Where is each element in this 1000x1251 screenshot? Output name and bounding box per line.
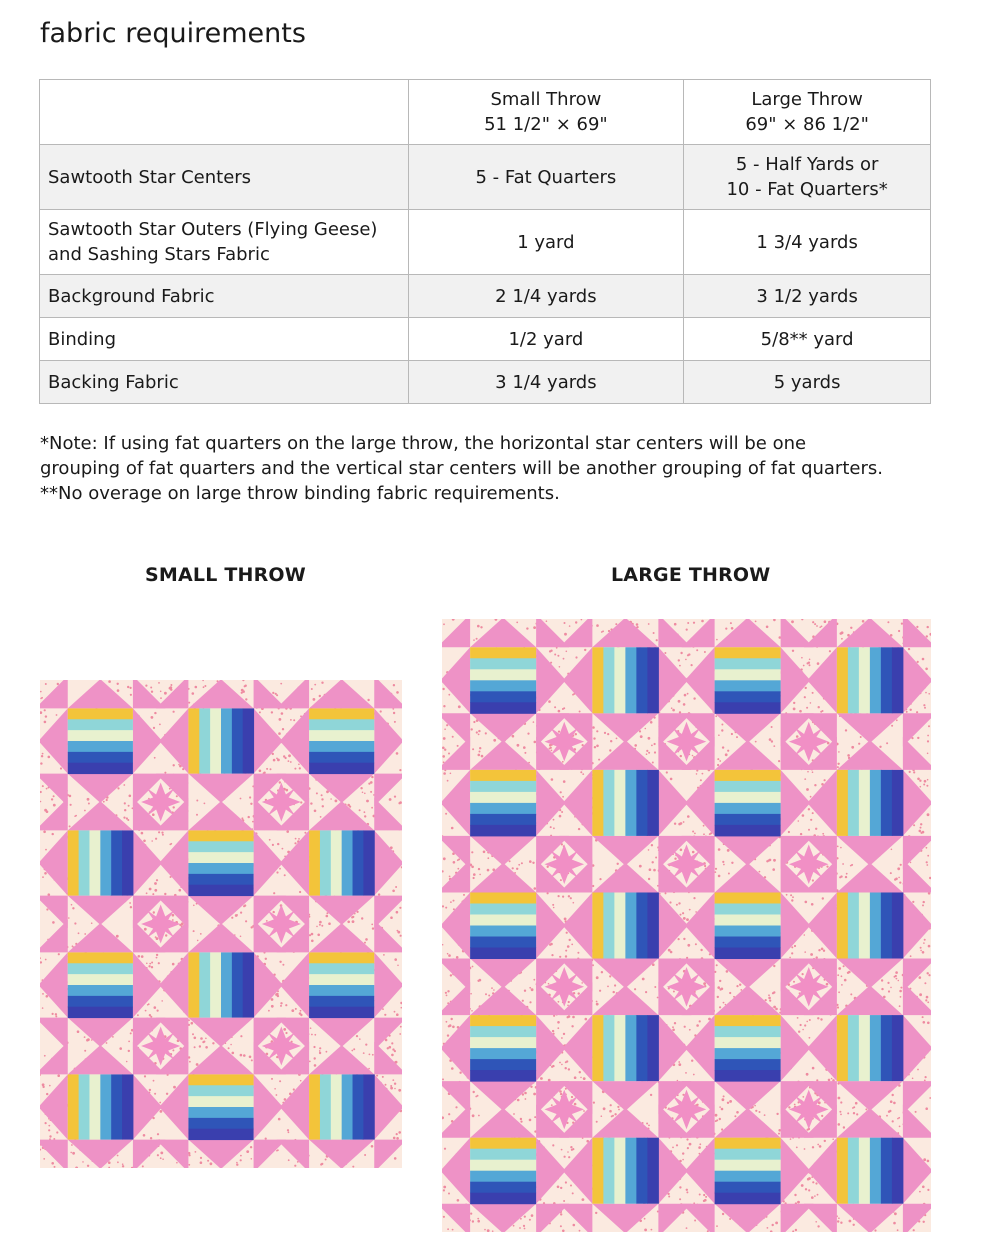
center-stripe [470, 948, 536, 960]
center-stripe [111, 1074, 122, 1139]
center-stripe [715, 1059, 781, 1071]
sashing-star [262, 782, 301, 821]
row-label [40, 275, 409, 318]
sawtooth-star-block [156, 920, 286, 1050]
center-stripe [881, 1138, 893, 1204]
center-stripe [470, 1182, 536, 1194]
center-stripe [470, 1059, 536, 1071]
center-stripe [353, 1074, 364, 1139]
center-stripe [881, 892, 893, 958]
sawtooth-star-block [559, 982, 691, 1114]
table-row [40, 361, 931, 404]
center-stripe [188, 1129, 253, 1140]
center-stripe [188, 885, 253, 896]
center-stripe [100, 830, 111, 895]
center-stripe [870, 1015, 882, 1081]
center-stripe [859, 892, 871, 958]
center-stripe [603, 1015, 615, 1081]
center-stripe [68, 963, 133, 974]
center-stripe [592, 1015, 604, 1081]
center-stripe [647, 1015, 659, 1081]
center-stripe [342, 1074, 353, 1139]
center-stripe [647, 647, 659, 713]
center-stripe [870, 647, 882, 713]
sawtooth-star-block [442, 737, 569, 869]
sashing-star [667, 967, 707, 1007]
sawtooth-star-block [40, 1042, 165, 1168]
center-stripe [837, 647, 849, 713]
header-large-throw [684, 80, 931, 145]
center-stripe [122, 1074, 133, 1139]
center-stripe [79, 1074, 90, 1139]
center-stripe [647, 770, 659, 836]
center-stripe [625, 647, 637, 713]
center-stripe [470, 781, 536, 793]
center-stripe [647, 1138, 659, 1204]
center-stripe [603, 1138, 615, 1204]
center-stripe [715, 1182, 781, 1194]
header-small-size: 51 1/2" × 69" [484, 114, 608, 135]
center-stripe [603, 892, 615, 958]
sashing-star [544, 1090, 584, 1130]
sawtooth-star-block [277, 798, 402, 928]
center-stripe [625, 892, 637, 958]
center-stripe [715, 903, 781, 915]
center-stripe [715, 1026, 781, 1038]
large-value-text: 3 1/2 yards [756, 285, 858, 307]
center-stripe [470, 1171, 536, 1183]
center-stripe [715, 1048, 781, 1060]
center-stripe [470, 1138, 536, 1150]
center-stripe [715, 680, 781, 692]
center-stripe [122, 830, 133, 895]
center-stripe [715, 1149, 781, 1161]
center-stripe [363, 830, 374, 895]
sashing-star [789, 967, 829, 1007]
sashing-star [141, 904, 180, 943]
large-value [684, 318, 931, 361]
sawtooth-star-block [277, 1042, 402, 1168]
large-value [684, 210, 931, 275]
table-row [40, 318, 931, 361]
header-large-size: 69" × 86 1/2" [745, 114, 869, 135]
center-stripe [232, 708, 243, 773]
sashing-star [141, 1026, 180, 1065]
center-stripe [470, 1149, 536, 1161]
center-stripe [470, 647, 536, 659]
center-stripe [309, 952, 374, 963]
center-stripe [470, 803, 536, 815]
small-value [408, 318, 684, 361]
sawtooth-star-block [559, 1105, 691, 1232]
sawtooth-star-block [804, 859, 931, 991]
center-stripe [892, 647, 904, 713]
small-value [408, 145, 684, 210]
center-stripe [715, 702, 781, 714]
center-stripe [848, 770, 860, 836]
center-stripe [848, 1138, 860, 1204]
center-stripe [715, 948, 781, 960]
row-label-text: Sawtooth Star Centers [48, 166, 252, 188]
center-stripe [309, 963, 374, 974]
small-value [408, 361, 684, 404]
center-stripe [111, 830, 122, 895]
center-stripe [309, 1074, 320, 1139]
center-stripe [715, 1037, 781, 1049]
center-stripe [715, 658, 781, 670]
center-stripe [715, 937, 781, 949]
sawtooth-star-block [804, 619, 931, 746]
center-stripe [892, 1138, 904, 1204]
large-value [684, 275, 931, 318]
sashing-star [789, 1090, 829, 1130]
large-value-text: 5 - Half Yards or [735, 154, 879, 175]
sawtooth-star-block [442, 859, 569, 991]
small-throw-label: SMALL THROW [145, 564, 306, 586]
large-value-text-2: 10 - Fat Quarters* [726, 179, 888, 200]
center-stripe [470, 1015, 536, 1027]
small-value-text: 5 - Fat Quarters [475, 166, 617, 188]
center-stripe [470, 1193, 536, 1205]
center-stripe [309, 974, 374, 985]
table-row [40, 275, 931, 318]
row-label [40, 361, 409, 404]
sashing-star [544, 967, 584, 1007]
center-stripe [870, 892, 882, 958]
center-stripe [188, 874, 253, 885]
center-stripe [68, 730, 133, 741]
row-label-text: Backing Fabric [48, 371, 179, 393]
center-stripe [715, 691, 781, 703]
sawtooth-star-block [156, 798, 286, 928]
sawtooth-star-block [559, 619, 691, 746]
center-stripe [68, 719, 133, 730]
center-stripe [715, 1070, 781, 1082]
header-large-name: Large Throw [751, 89, 863, 110]
center-stripe [470, 892, 536, 904]
center-stripe [199, 708, 210, 773]
fabric-requirements-table [39, 79, 931, 404]
center-stripe [188, 852, 253, 863]
center-stripe [309, 752, 374, 763]
sawtooth-star-block [442, 982, 569, 1114]
table-row [40, 210, 931, 275]
center-stripe [614, 1138, 626, 1204]
center-stripe [470, 1160, 536, 1172]
center-stripe [470, 680, 536, 692]
center-stripe [470, 1037, 536, 1049]
center-stripe [100, 1074, 111, 1139]
header-small-name: Small Throw [490, 89, 602, 110]
center-stripe [68, 985, 133, 996]
large-value [684, 145, 931, 210]
center-stripe [221, 708, 232, 773]
center-stripe [715, 892, 781, 904]
center-stripe [592, 770, 604, 836]
center-stripe [309, 830, 320, 895]
center-stripe [68, 974, 133, 985]
center-stripe [881, 647, 893, 713]
center-stripe [188, 1118, 253, 1129]
center-stripe [470, 691, 536, 703]
center-stripe [881, 1015, 893, 1081]
center-stripe [199, 952, 210, 1017]
small-value [408, 210, 684, 275]
center-stripe [188, 708, 199, 773]
center-stripe [636, 892, 648, 958]
center-stripe [68, 952, 133, 963]
small-value-text: 2 1/4 yards [495, 285, 597, 307]
sawtooth-star-block [277, 680, 402, 806]
center-stripe [837, 892, 849, 958]
center-stripe [243, 708, 254, 773]
sashing-star [262, 1026, 301, 1065]
center-stripe [210, 952, 221, 1017]
header-small-throw [408, 80, 684, 145]
small-value-text: 1/2 yard [508, 328, 584, 350]
center-stripe [243, 952, 254, 1017]
sawtooth-star-block [442, 619, 569, 746]
center-stripe [715, 814, 781, 826]
center-stripe [68, 741, 133, 752]
sawtooth-star-block [277, 920, 402, 1050]
center-stripe [614, 1015, 626, 1081]
center-stripe [188, 841, 253, 852]
large-throw-quilt-image [442, 619, 931, 1232]
center-stripe [89, 830, 100, 895]
center-stripe [592, 1138, 604, 1204]
center-stripe [68, 752, 133, 763]
center-stripe [309, 730, 374, 741]
row-label-text-2: and Sashing Stars Fabric [48, 244, 270, 265]
center-stripe [188, 863, 253, 874]
center-stripe [470, 825, 536, 837]
center-stripe [892, 770, 904, 836]
center-stripe [68, 830, 79, 895]
center-stripe [470, 770, 536, 782]
center-stripe [848, 1015, 860, 1081]
center-stripe [625, 770, 637, 836]
sashing-star [789, 722, 829, 762]
sawtooth-star-block [40, 920, 165, 1050]
center-stripe [715, 825, 781, 837]
center-stripe [309, 985, 374, 996]
sawtooth-star-block [682, 619, 814, 746]
center-stripe [837, 1015, 849, 1081]
center-stripe [470, 702, 536, 714]
sawtooth-star-block [156, 1042, 286, 1168]
sawtooth-star-block [559, 859, 691, 991]
footnote-line: grouping of fat quarters and the vertical star centers will be another grouping of fat quarters. [40, 458, 883, 479]
center-stripe [859, 770, 871, 836]
sashing-star [544, 722, 584, 762]
center-stripe [881, 770, 893, 836]
center-stripe [614, 770, 626, 836]
center-stripe [79, 830, 90, 895]
center-stripe [353, 830, 364, 895]
center-stripe [320, 1074, 331, 1139]
sawtooth-star-block [682, 1105, 814, 1232]
header-cell-empty [40, 80, 409, 145]
small-value [408, 275, 684, 318]
center-stripe [68, 1007, 133, 1018]
center-stripe [614, 892, 626, 958]
sashing-star [667, 844, 707, 884]
center-stripe [188, 1096, 253, 1107]
center-stripe [715, 1015, 781, 1027]
small-value-text: 1 yard [517, 231, 575, 253]
sawtooth-star-block [156, 680, 286, 806]
sawtooth-star-block [804, 737, 931, 869]
center-stripe [715, 914, 781, 926]
center-stripe [232, 952, 243, 1017]
center-stripe [592, 647, 604, 713]
center-stripe [715, 1138, 781, 1150]
center-stripe [470, 669, 536, 681]
center-stripe [68, 708, 133, 719]
center-stripe [331, 1074, 342, 1139]
center-stripe [309, 719, 374, 730]
center-stripe [647, 892, 659, 958]
sawtooth-star-block [682, 859, 814, 991]
small-throw-quilt-image [40, 680, 402, 1168]
center-stripe [470, 1026, 536, 1038]
center-stripe [848, 892, 860, 958]
center-stripe [636, 1015, 648, 1081]
center-stripe [68, 1074, 79, 1139]
center-stripe [603, 647, 615, 713]
center-stripe [309, 763, 374, 774]
center-stripe [715, 926, 781, 938]
center-stripe [837, 1138, 849, 1204]
sawtooth-star-block [559, 737, 691, 869]
center-stripe [715, 770, 781, 782]
center-stripe [188, 952, 199, 1017]
center-stripe [625, 1015, 637, 1081]
center-stripe [859, 647, 871, 713]
center-stripe [870, 1138, 882, 1204]
center-stripe [342, 830, 353, 895]
large-value-text: 5/8** yard [760, 328, 854, 350]
large-throw-label: LARGE THROW [611, 564, 771, 586]
table-header-row [40, 80, 931, 145]
center-stripe [592, 892, 604, 958]
center-stripe [715, 792, 781, 804]
center-stripe [188, 830, 253, 841]
center-stripe [470, 814, 536, 826]
row-label [40, 318, 409, 361]
footnote-line: **No overage on large throw binding fabric requirements. [40, 483, 560, 504]
row-label-text: Background Fabric [48, 285, 215, 307]
center-stripe [188, 1085, 253, 1096]
center-stripe [470, 937, 536, 949]
center-stripe [603, 770, 615, 836]
page-title: fabric requirements [40, 18, 306, 49]
sashing-star [544, 844, 584, 884]
sashing-star [262, 904, 301, 943]
center-stripe [636, 647, 648, 713]
center-stripe [859, 1015, 871, 1081]
sashing-star [789, 844, 829, 884]
center-stripe [837, 770, 849, 836]
center-stripe [715, 1160, 781, 1172]
center-stripe [614, 647, 626, 713]
sashing-star [141, 782, 180, 821]
sawtooth-star-block [40, 798, 165, 928]
sawtooth-star-block [804, 982, 931, 1114]
center-stripe [470, 926, 536, 938]
center-stripe [848, 647, 860, 713]
sawtooth-star-block [682, 982, 814, 1114]
center-stripe [715, 1171, 781, 1183]
center-stripe [309, 1007, 374, 1018]
center-stripe [636, 1138, 648, 1204]
sawtooth-star-block [442, 1105, 569, 1232]
center-stripe [715, 669, 781, 681]
table-row [40, 145, 931, 210]
center-stripe [68, 996, 133, 1007]
center-stripe [89, 1074, 100, 1139]
center-stripe [470, 1048, 536, 1060]
center-stripe [210, 708, 221, 773]
row-label [40, 210, 409, 275]
center-stripe [309, 708, 374, 719]
center-stripe [892, 1015, 904, 1081]
center-stripe [363, 1074, 374, 1139]
footnote-line: *Note: If using fat quarters on the large throw, the horizontal star centers will be one [40, 433, 807, 454]
large-value-text: 5 yards [773, 371, 841, 393]
center-stripe [309, 996, 374, 1007]
footnotes [40, 431, 883, 506]
sawtooth-star-block [40, 680, 165, 806]
center-stripe [221, 952, 232, 1017]
center-stripe [859, 1138, 871, 1204]
center-stripe [625, 1138, 637, 1204]
center-stripe [892, 892, 904, 958]
sawtooth-star-block [682, 737, 814, 869]
row-label [40, 145, 409, 210]
center-stripe [715, 647, 781, 659]
center-stripe [188, 1074, 253, 1085]
center-stripe [470, 903, 536, 915]
center-stripe [470, 658, 536, 670]
center-stripe [309, 741, 374, 752]
center-stripe [320, 830, 331, 895]
center-stripe [636, 770, 648, 836]
center-stripe [715, 803, 781, 815]
small-value-text: 3 1/4 yards [495, 371, 597, 393]
center-stripe [470, 1070, 536, 1082]
center-stripe [715, 781, 781, 793]
sashing-star [667, 1090, 707, 1130]
row-label-text: Binding [48, 328, 117, 350]
large-value-text: 1 3/4 yards [756, 231, 858, 253]
sashing-star [667, 722, 707, 762]
center-stripe [188, 1107, 253, 1118]
sawtooth-star-block [804, 1105, 931, 1232]
row-label-text: Sawtooth Star Outers (Flying Geese) [48, 219, 378, 240]
center-stripe [331, 830, 342, 895]
large-value [684, 361, 931, 404]
center-stripe [470, 792, 536, 804]
center-stripe [470, 914, 536, 926]
center-stripe [715, 1193, 781, 1205]
center-stripe [68, 763, 133, 774]
center-stripe [870, 770, 882, 836]
